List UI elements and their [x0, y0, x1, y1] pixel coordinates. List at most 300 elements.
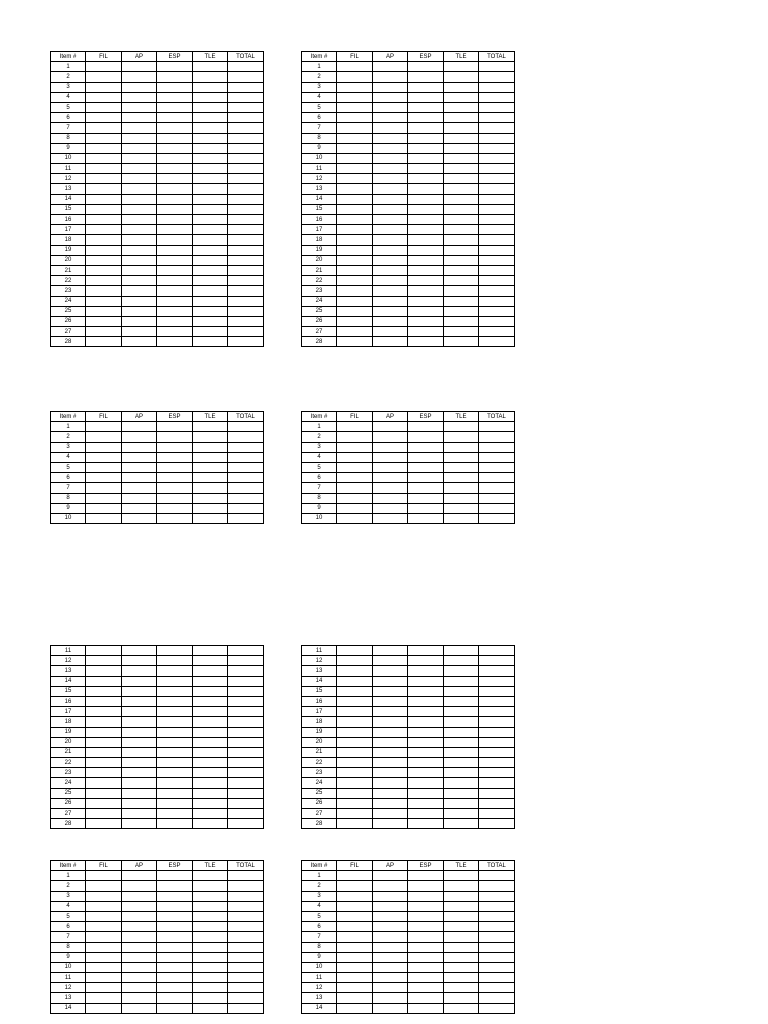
esp-cell[interactable] — [408, 983, 444, 993]
esp-cell[interactable] — [408, 337, 444, 347]
esp-cell[interactable] — [408, 92, 444, 102]
total-cell[interactable] — [228, 143, 264, 153]
ap-cell[interactable] — [122, 432, 157, 442]
total-cell[interactable] — [479, 473, 515, 483]
fil-cell[interactable] — [337, 184, 373, 194]
fil-cell[interactable] — [86, 993, 122, 1003]
total-cell[interactable] — [479, 184, 515, 194]
total-cell[interactable] — [479, 327, 515, 337]
total-cell[interactable] — [228, 809, 264, 819]
total-cell[interactable] — [228, 707, 264, 717]
tle-cell[interactable] — [444, 696, 479, 706]
ap-cell[interactable] — [373, 296, 408, 306]
total-cell[interactable] — [479, 432, 515, 442]
ap-cell[interactable] — [122, 962, 157, 972]
fil-cell[interactable] — [86, 778, 122, 788]
esp-cell[interactable] — [408, 737, 444, 747]
ap-cell[interactable] — [373, 255, 408, 265]
esp-cell[interactable] — [157, 922, 193, 932]
tle-cell[interactable] — [193, 666, 228, 676]
ap-cell[interactable] — [122, 707, 157, 717]
tle-cell[interactable] — [444, 656, 479, 666]
ap-cell[interactable] — [373, 798, 408, 808]
esp-cell[interactable] — [408, 891, 444, 901]
esp-cell[interactable] — [408, 133, 444, 143]
total-cell[interactable] — [228, 123, 264, 133]
tle-cell[interactable] — [444, 174, 479, 184]
ap-cell[interactable] — [122, 666, 157, 676]
total-cell[interactable] — [228, 92, 264, 102]
ap-cell[interactable] — [373, 265, 408, 275]
fil-cell[interactable] — [86, 255, 122, 265]
ap-cell[interactable] — [373, 973, 408, 983]
esp-cell[interactable] — [157, 452, 193, 462]
fil-cell[interactable] — [337, 993, 373, 1003]
esp-cell[interactable] — [408, 717, 444, 727]
ap-cell[interactable] — [373, 962, 408, 972]
fil-cell[interactable] — [86, 503, 122, 513]
total-cell[interactable] — [228, 327, 264, 337]
ap-cell[interactable] — [373, 983, 408, 993]
ap-cell[interactable] — [122, 809, 157, 819]
esp-cell[interactable] — [157, 473, 193, 483]
ap-cell[interactable] — [122, 245, 157, 255]
ap-cell[interactable] — [373, 737, 408, 747]
esp-cell[interactable] — [157, 932, 193, 942]
total-cell[interactable] — [479, 901, 515, 911]
esp-cell[interactable] — [157, 768, 193, 778]
tle-cell[interactable] — [444, 245, 479, 255]
total-cell[interactable] — [228, 204, 264, 214]
esp-cell[interactable] — [408, 422, 444, 432]
tle-cell[interactable] — [444, 296, 479, 306]
fil-cell[interactable] — [86, 123, 122, 133]
tle-cell[interactable] — [444, 788, 479, 798]
fil-cell[interactable] — [337, 819, 373, 829]
fil-cell[interactable] — [86, 432, 122, 442]
esp-cell[interactable] — [157, 798, 193, 808]
fil-cell[interactable] — [86, 891, 122, 901]
fil-cell[interactable] — [86, 133, 122, 143]
fil-cell[interactable] — [337, 1003, 373, 1013]
tle-cell[interactable] — [193, 327, 228, 337]
total-cell[interactable] — [479, 747, 515, 757]
tle-cell[interactable] — [193, 483, 228, 493]
ap-cell[interactable] — [122, 102, 157, 112]
total-cell[interactable] — [228, 798, 264, 808]
esp-cell[interactable] — [408, 316, 444, 326]
ap-cell[interactable] — [122, 727, 157, 737]
ap-cell[interactable] — [122, 747, 157, 757]
total-cell[interactable] — [479, 174, 515, 184]
fil-cell[interactable] — [86, 983, 122, 993]
total-cell[interactable] — [479, 113, 515, 123]
fil-cell[interactable] — [86, 798, 122, 808]
fil-cell[interactable] — [337, 696, 373, 706]
tle-cell[interactable] — [193, 778, 228, 788]
ap-cell[interactable] — [122, 983, 157, 993]
tle-cell[interactable] — [444, 164, 479, 174]
tle-cell[interactable] — [193, 676, 228, 686]
esp-cell[interactable] — [157, 62, 193, 72]
fil-cell[interactable] — [86, 737, 122, 747]
tle-cell[interactable] — [444, 747, 479, 757]
tle-cell[interactable] — [193, 473, 228, 483]
esp-cell[interactable] — [408, 993, 444, 1003]
total-cell[interactable] — [479, 646, 515, 656]
total-cell[interactable] — [479, 493, 515, 503]
ap-cell[interactable] — [373, 164, 408, 174]
total-cell[interactable] — [479, 72, 515, 82]
ap-cell[interactable] — [122, 881, 157, 891]
ap-cell[interactable] — [122, 686, 157, 696]
fil-cell[interactable] — [337, 901, 373, 911]
tle-cell[interactable] — [444, 327, 479, 337]
esp-cell[interactable] — [408, 286, 444, 296]
tle-cell[interactable] — [193, 911, 228, 921]
esp-cell[interactable] — [157, 143, 193, 153]
tle-cell[interactable] — [193, 922, 228, 932]
fil-cell[interactable] — [86, 952, 122, 962]
ap-cell[interactable] — [122, 215, 157, 225]
fil-cell[interactable] — [86, 666, 122, 676]
tle-cell[interactable] — [193, 452, 228, 462]
tle-cell[interactable] — [444, 798, 479, 808]
esp-cell[interactable] — [408, 143, 444, 153]
fil-cell[interactable] — [86, 686, 122, 696]
esp-cell[interactable] — [157, 462, 193, 472]
tle-cell[interactable] — [193, 82, 228, 92]
fil-cell[interactable] — [86, 942, 122, 952]
total-cell[interactable] — [228, 513, 264, 523]
total-cell[interactable] — [228, 164, 264, 174]
total-cell[interactable] — [479, 215, 515, 225]
total-cell[interactable] — [479, 164, 515, 174]
fil-cell[interactable] — [337, 327, 373, 337]
esp-cell[interactable] — [408, 881, 444, 891]
fil-cell[interactable] — [337, 727, 373, 737]
ap-cell[interactable] — [122, 133, 157, 143]
esp-cell[interactable] — [408, 432, 444, 442]
total-cell[interactable] — [479, 656, 515, 666]
total-cell[interactable] — [228, 174, 264, 184]
fil-cell[interactable] — [337, 72, 373, 82]
tle-cell[interactable] — [193, 503, 228, 513]
esp-cell[interactable] — [157, 983, 193, 993]
tle-cell[interactable] — [444, 286, 479, 296]
esp-cell[interactable] — [157, 432, 193, 442]
tle-cell[interactable] — [193, 164, 228, 174]
fil-cell[interactable] — [337, 798, 373, 808]
fil-cell[interactable] — [86, 296, 122, 306]
tle-cell[interactable] — [444, 184, 479, 194]
tle-cell[interactable] — [444, 204, 479, 214]
total-cell[interactable] — [479, 442, 515, 452]
ap-cell[interactable] — [373, 666, 408, 676]
tle-cell[interactable] — [444, 962, 479, 972]
ap-cell[interactable] — [373, 922, 408, 932]
tle-cell[interactable] — [444, 82, 479, 92]
fil-cell[interactable] — [337, 143, 373, 153]
fil-cell[interactable] — [86, 676, 122, 686]
tle-cell[interactable] — [193, 707, 228, 717]
esp-cell[interactable] — [157, 82, 193, 92]
tle-cell[interactable] — [193, 656, 228, 666]
fil-cell[interactable] — [337, 452, 373, 462]
esp-cell[interactable] — [157, 727, 193, 737]
esp-cell[interactable] — [157, 503, 193, 513]
esp-cell[interactable] — [408, 901, 444, 911]
fil-cell[interactable] — [337, 513, 373, 523]
total-cell[interactable] — [228, 922, 264, 932]
total-cell[interactable] — [479, 778, 515, 788]
esp-cell[interactable] — [408, 932, 444, 942]
esp-cell[interactable] — [408, 462, 444, 472]
ap-cell[interactable] — [373, 143, 408, 153]
ap-cell[interactable] — [122, 973, 157, 983]
fil-cell[interactable] — [86, 901, 122, 911]
total-cell[interactable] — [479, 316, 515, 326]
tle-cell[interactable] — [444, 646, 479, 656]
ap-cell[interactable] — [373, 707, 408, 717]
tle-cell[interactable] — [444, 493, 479, 503]
ap-cell[interactable] — [122, 696, 157, 706]
fil-cell[interactable] — [86, 493, 122, 503]
ap-cell[interactable] — [122, 462, 157, 472]
ap-cell[interactable] — [373, 62, 408, 72]
total-cell[interactable] — [479, 788, 515, 798]
esp-cell[interactable] — [157, 92, 193, 102]
esp-cell[interactable] — [157, 72, 193, 82]
tle-cell[interactable] — [193, 901, 228, 911]
ap-cell[interactable] — [122, 204, 157, 214]
ap-cell[interactable] — [122, 422, 157, 432]
tle-cell[interactable] — [444, 133, 479, 143]
total-cell[interactable] — [228, 717, 264, 727]
ap-cell[interactable] — [373, 123, 408, 133]
tle-cell[interactable] — [193, 123, 228, 133]
tle-cell[interactable] — [193, 758, 228, 768]
total-cell[interactable] — [228, 215, 264, 225]
ap-cell[interactable] — [373, 462, 408, 472]
ap-cell[interactable] — [122, 778, 157, 788]
total-cell[interactable] — [228, 788, 264, 798]
fil-cell[interactable] — [86, 962, 122, 972]
fil-cell[interactable] — [337, 871, 373, 881]
fil-cell[interactable] — [86, 922, 122, 932]
tle-cell[interactable] — [193, 143, 228, 153]
ap-cell[interactable] — [122, 153, 157, 163]
fil-cell[interactable] — [86, 452, 122, 462]
total-cell[interactable] — [228, 952, 264, 962]
fil-cell[interactable] — [86, 225, 122, 235]
ap-cell[interactable] — [122, 993, 157, 1003]
ap-cell[interactable] — [122, 942, 157, 952]
fil-cell[interactable] — [86, 911, 122, 921]
total-cell[interactable] — [479, 1003, 515, 1013]
fil-cell[interactable] — [86, 768, 122, 778]
ap-cell[interactable] — [373, 153, 408, 163]
total-cell[interactable] — [228, 993, 264, 1003]
esp-cell[interactable] — [157, 973, 193, 983]
fil-cell[interactable] — [86, 788, 122, 798]
ap-cell[interactable] — [373, 215, 408, 225]
ap-cell[interactable] — [373, 809, 408, 819]
esp-cell[interactable] — [408, 215, 444, 225]
total-cell[interactable] — [479, 276, 515, 286]
ap-cell[interactable] — [373, 483, 408, 493]
total-cell[interactable] — [228, 225, 264, 235]
tle-cell[interactable] — [193, 204, 228, 214]
ap-cell[interactable] — [373, 204, 408, 214]
esp-cell[interactable] — [408, 255, 444, 265]
tle-cell[interactable] — [444, 1003, 479, 1013]
fil-cell[interactable] — [337, 337, 373, 347]
tle-cell[interactable] — [193, 973, 228, 983]
fil-cell[interactable] — [337, 788, 373, 798]
esp-cell[interactable] — [157, 102, 193, 112]
tle-cell[interactable] — [193, 809, 228, 819]
total-cell[interactable] — [479, 483, 515, 493]
total-cell[interactable] — [479, 952, 515, 962]
fil-cell[interactable] — [337, 676, 373, 686]
tle-cell[interactable] — [193, 942, 228, 952]
ap-cell[interactable] — [122, 92, 157, 102]
ap-cell[interactable] — [373, 174, 408, 184]
fil-cell[interactable] — [337, 442, 373, 452]
esp-cell[interactable] — [408, 483, 444, 493]
ap-cell[interactable] — [122, 493, 157, 503]
fil-cell[interactable] — [86, 286, 122, 296]
total-cell[interactable] — [228, 758, 264, 768]
total-cell[interactable] — [228, 747, 264, 757]
total-cell[interactable] — [479, 143, 515, 153]
fil-cell[interactable] — [337, 113, 373, 123]
fil-cell[interactable] — [86, 871, 122, 881]
ap-cell[interactable] — [373, 102, 408, 112]
fil-cell[interactable] — [337, 922, 373, 932]
fil-cell[interactable] — [337, 932, 373, 942]
ap-cell[interactable] — [373, 473, 408, 483]
tle-cell[interactable] — [193, 819, 228, 829]
total-cell[interactable] — [228, 442, 264, 452]
esp-cell[interactable] — [157, 316, 193, 326]
total-cell[interactable] — [479, 983, 515, 993]
fil-cell[interactable] — [337, 809, 373, 819]
esp-cell[interactable] — [408, 666, 444, 676]
ap-cell[interactable] — [373, 1003, 408, 1013]
ap-cell[interactable] — [373, 646, 408, 656]
total-cell[interactable] — [479, 133, 515, 143]
total-cell[interactable] — [479, 809, 515, 819]
ap-cell[interactable] — [373, 92, 408, 102]
ap-cell[interactable] — [122, 1003, 157, 1013]
total-cell[interactable] — [479, 194, 515, 204]
fil-cell[interactable] — [337, 276, 373, 286]
fil-cell[interactable] — [337, 225, 373, 235]
ap-cell[interactable] — [122, 174, 157, 184]
tle-cell[interactable] — [444, 316, 479, 326]
esp-cell[interactable] — [157, 245, 193, 255]
total-cell[interactable] — [479, 255, 515, 265]
tle-cell[interactable] — [193, 952, 228, 962]
esp-cell[interactable] — [408, 952, 444, 962]
total-cell[interactable] — [479, 123, 515, 133]
esp-cell[interactable] — [157, 686, 193, 696]
fil-cell[interactable] — [337, 758, 373, 768]
tle-cell[interactable] — [193, 215, 228, 225]
esp-cell[interactable] — [408, 646, 444, 656]
ap-cell[interactable] — [373, 819, 408, 829]
total-cell[interactable] — [479, 265, 515, 275]
fil-cell[interactable] — [337, 215, 373, 225]
fil-cell[interactable] — [337, 891, 373, 901]
fil-cell[interactable] — [86, 646, 122, 656]
fil-cell[interactable] — [86, 327, 122, 337]
tle-cell[interactable] — [193, 184, 228, 194]
esp-cell[interactable] — [157, 952, 193, 962]
total-cell[interactable] — [228, 473, 264, 483]
ap-cell[interactable] — [373, 911, 408, 921]
ap-cell[interactable] — [122, 82, 157, 92]
tle-cell[interactable] — [193, 932, 228, 942]
tle-cell[interactable] — [193, 871, 228, 881]
ap-cell[interactable] — [373, 225, 408, 235]
tle-cell[interactable] — [193, 153, 228, 163]
esp-cell[interactable] — [408, 194, 444, 204]
tle-cell[interactable] — [444, 123, 479, 133]
fil-cell[interactable] — [337, 942, 373, 952]
fil-cell[interactable] — [86, 235, 122, 245]
esp-cell[interactable] — [408, 174, 444, 184]
tle-cell[interactable] — [193, 1003, 228, 1013]
ap-cell[interactable] — [122, 891, 157, 901]
esp-cell[interactable] — [157, 225, 193, 235]
esp-cell[interactable] — [408, 204, 444, 214]
ap-cell[interactable] — [122, 316, 157, 326]
tle-cell[interactable] — [193, 717, 228, 727]
esp-cell[interactable] — [408, 513, 444, 523]
total-cell[interactable] — [228, 901, 264, 911]
ap-cell[interactable] — [373, 194, 408, 204]
tle-cell[interactable] — [444, 871, 479, 881]
esp-cell[interactable] — [157, 184, 193, 194]
ap-cell[interactable] — [122, 932, 157, 942]
total-cell[interactable] — [479, 768, 515, 778]
tle-cell[interactable] — [193, 194, 228, 204]
total-cell[interactable] — [479, 962, 515, 972]
ap-cell[interactable] — [373, 422, 408, 432]
tle-cell[interactable] — [444, 993, 479, 1003]
total-cell[interactable] — [228, 62, 264, 72]
tle-cell[interactable] — [444, 707, 479, 717]
tle-cell[interactable] — [444, 72, 479, 82]
total-cell[interactable] — [479, 696, 515, 706]
esp-cell[interactable] — [408, 727, 444, 737]
ap-cell[interactable] — [373, 696, 408, 706]
tle-cell[interactable] — [444, 235, 479, 245]
fil-cell[interactable] — [337, 462, 373, 472]
fil-cell[interactable] — [337, 296, 373, 306]
total-cell[interactable] — [228, 768, 264, 778]
ap-cell[interactable] — [373, 686, 408, 696]
tle-cell[interactable] — [444, 306, 479, 316]
tle-cell[interactable] — [193, 798, 228, 808]
total-cell[interactable] — [479, 922, 515, 932]
fil-cell[interactable] — [86, 215, 122, 225]
tle-cell[interactable] — [444, 717, 479, 727]
ap-cell[interactable] — [122, 442, 157, 452]
